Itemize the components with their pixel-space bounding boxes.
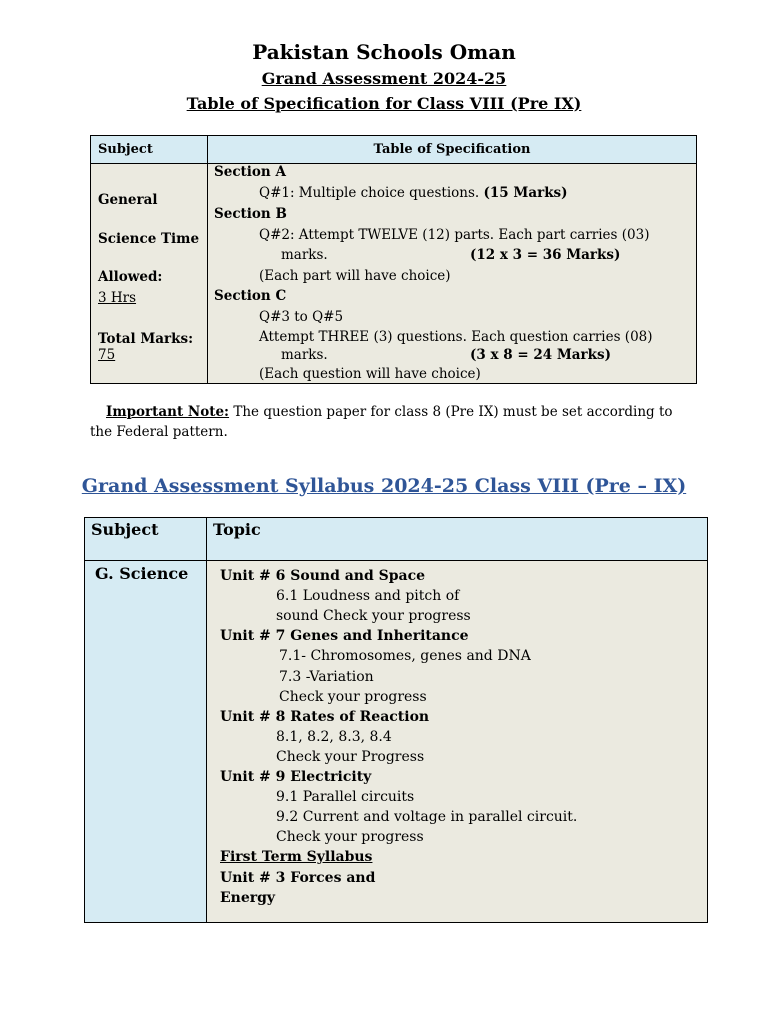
topic-line: 7.3 -Variation <box>279 668 374 685</box>
q2-text: Q#2: Attempt TWELVE (12) parts. Each part carries (03) <box>259 227 650 243</box>
topic-line: 8.1, 8.2, 8.3, 8.4 <box>276 728 392 745</box>
topic-line: Check your progress <box>279 688 427 705</box>
q3-text: Attempt THREE (3) questions. Each question carries (08) <box>259 329 653 345</box>
q2-choice: (Each part will have choice) <box>259 268 451 284</box>
note-label: Important Note: <box>106 404 230 420</box>
q3-marks: (3 x 8 = 24 Marks) <box>470 347 611 363</box>
syllabus-subject-cell <box>85 561 207 922</box>
topic-line: Check your Progress <box>276 748 425 765</box>
specification-table <box>90 135 697 384</box>
topic-line: sound Check your progress <box>276 608 471 625</box>
topic-line: Energy <box>220 889 276 906</box>
syllabus-title: Grand Assessment Syllabus 2024-25 Class VIII (Pre – IX) <box>81 475 687 497</box>
topic-line: Unit # 9 Electricity <box>220 769 372 785</box>
q2-marks: (12 x 3 = 36 Marks) <box>470 247 621 263</box>
q1-text: Q#1: Multiple choice questions. <box>259 185 480 201</box>
total-marks <box>98 331 207 363</box>
total-label: Total Marks: <box>98 331 194 347</box>
section-c: Section C <box>214 288 287 304</box>
subject-line: Allowed: <box>98 269 163 285</box>
q3-choice: (Each question will have choice) <box>259 366 481 382</box>
subject-line: Science Time <box>98 231 200 247</box>
topic-line: 9.2 Current and voltage in parallel circuit. <box>276 809 578 826</box>
topic-line: First Term Syllabus <box>220 849 373 866</box>
section-a: Section A <box>214 164 286 180</box>
syllabus-header-subject: Subject <box>85 518 207 561</box>
q1-line <box>259 185 568 201</box>
tos-header-spec: Table of Specification <box>208 136 696 164</box>
topic-line: 7.1- Chromosomes, genes and DNA <box>279 648 531 665</box>
topic-line: Check your progress <box>276 829 424 846</box>
syllabus-topic-cell <box>207 561 707 922</box>
total-value: 75 <box>98 347 116 363</box>
section-b: Section B <box>214 206 287 222</box>
topic-line: Unit # 7 Genes and Inheritance <box>220 628 469 645</box>
topic-line: 6.1 Loudness and pitch of <box>276 588 460 605</box>
important-note <box>90 402 690 442</box>
q2-marks-word: marks. <box>281 247 328 263</box>
topic-line: Unit # 8 Rates of Reaction <box>220 708 430 725</box>
school-name: Pakistan Schools Oman <box>252 40 516 64</box>
q3-range: Q#3 to Q#5 <box>259 309 344 325</box>
topic-line: Unit # 6 Sound and Space <box>220 568 426 584</box>
tos-header-subject: Subject <box>91 136 208 164</box>
syllabus-header-topic: Topic <box>207 518 707 561</box>
q1-marks: (15 Marks) <box>483 185 568 201</box>
q3-marks-word: marks. <box>281 347 328 363</box>
time-value: 3 Hrs <box>98 290 137 306</box>
tos-spec-cell <box>208 164 696 383</box>
tos-subject-cell <box>91 164 208 383</box>
assessment-title: Grand Assessment 2024-25 <box>261 69 507 88</box>
note-text: The question paper for class 8 (Pre IX) must be set according to the Federal pattern. <box>90 404 673 440</box>
syllabus-table <box>84 517 708 923</box>
syllabus-subject: G. Science <box>95 564 189 583</box>
topic-line: 9.1 Parallel circuits <box>276 789 415 806</box>
subject-line: General <box>98 192 158 208</box>
topic-line: Unit # 3 Forces and <box>220 869 376 886</box>
tos-title: Table of Specification for Class VIII (Pre IX) <box>186 94 582 113</box>
